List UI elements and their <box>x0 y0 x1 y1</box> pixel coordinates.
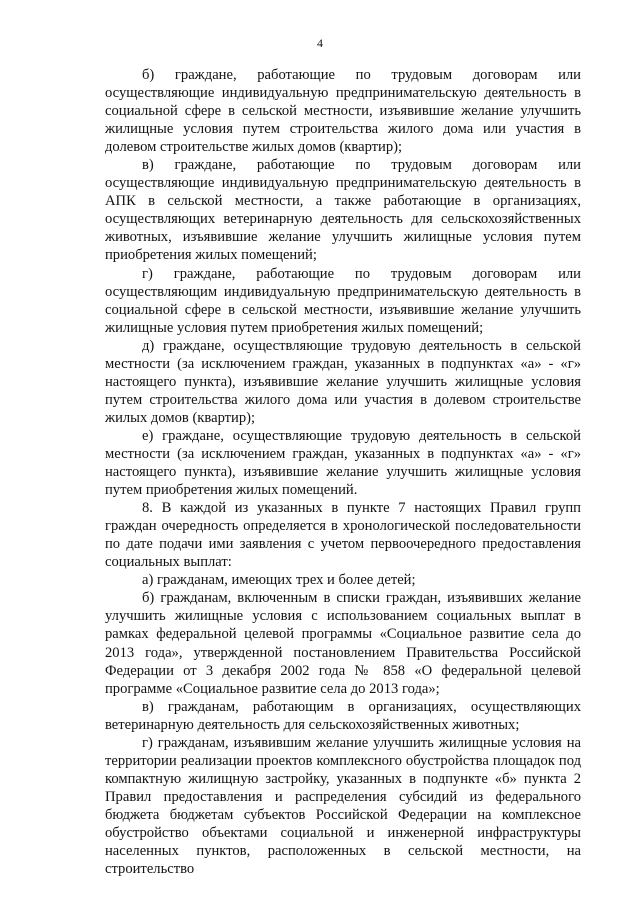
document-body <box>105 66 581 878</box>
page-number: 4 <box>317 36 323 50</box>
paragraph-sub-d: д) граждане, осуществляющие трудовую деятельность в сельской местности (за исключением граждан, указанных в подпунктах «а» - «г» настоящего пункта), изъявившие желание улучшить жилищные условия путем строительства жилого дома или участия в долевом строительстве жилых домов (квартир); <box>105 337 581 426</box>
paragraph-priority-b: б) гражданам, включенным в списки граждан, изъявивших желание улучшить жилищные условия с использованием социальных выплат в рамках федеральной целевой программы «Социальное развитие села до 2013 года», утвержденной постановлением Правительства Российской Федерации от 3 декабря 2002 года № 858 «О федеральной целевой программе «Социальное развитие села до 2013 года»; <box>105 590 581 697</box>
paragraph-priority-v: в) гражданам, работающим в организациях, осуществляющих ветеринарную деятельность для сельскохозяйственных животных; <box>105 698 581 733</box>
paragraph-sub-v: в) граждане, работающие по трудовым договорам или осуществляющие индивидуальную предпринимательскую деятельность в АПК в сельской местности, а также работающие в организациях, осуществляющих ветеринарную деятельность для сельскохозяйственных животных, изъявившие желание улучшить жилищные условия путем приобретения жилых помещений; <box>105 157 581 264</box>
paragraph-clause-8: 8. В каждой из указанных в пункте 7 настоящих Правил групп граждан очередность определяется в хронологической последовательности по дате подачи ими заявления с учетом первоочередного предоставления социальных выплат: <box>105 500 581 571</box>
paragraph-priority-a: а) гражданам, имеющих трех и более детей; <box>142 572 416 589</box>
paragraph-sub-g: г) граждане, работающие по трудовым договорам или осуществляющим индивидуальную предпринимательскую деятельность в социальной сфере в сельской местности, изъявившие желание улучшить жилищные условия путем приобретения жилых помещений; <box>105 265 581 336</box>
paragraph-sub-e: е) граждане, осуществляющие трудовую деятельность в сельской местности (за исключением граждан, указанных в подпунктах «а» - «г» настоящего пункта), изъявившие желание улучшить жилищные условия путем приобретения жилых помещений. <box>105 427 581 499</box>
paragraph-sub-b: б) граждане, работающие по трудовым договорам или осуществляющие индивидуальную предпринимательскую деятельность в социальной сфере в сельской местности, изъявившие желание улучшить жилищные условия путем строительства жилого дома или участия в долевом строительстве жилых домов (квартир); <box>105 67 581 156</box>
paragraph-priority-g: г) гражданам, изъявившим желание улучшить жилищные условия на территории реализации проектов комплексного обустройства площадок под компактную жилищную застройку, указанных в подпункте «б» пункта 2 Правил предоставления и распределения субсидий из федерального бюджета бюджетам субъектов Российской Федерации на комплексное обустройство объектами социальной и инженерной инфраструктуры населенных пунктов, расположенных в сельской местности, на строительство <box>105 734 581 878</box>
